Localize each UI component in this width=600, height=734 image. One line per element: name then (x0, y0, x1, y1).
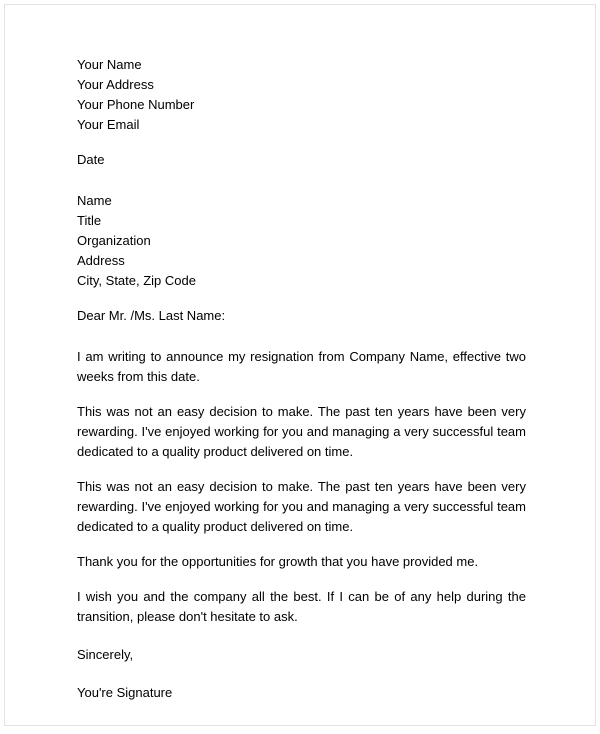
body-paragraph-3: This was not an easy decision to make. The past ten years have been very rewarding. I've enjoyed working for you and managing a very successful team dedicated to a quality product delivered on time. (77, 479, 526, 534)
sender-address-block (77, 55, 526, 135)
sender-name-line: Your Name (77, 57, 142, 72)
body-paragraph-5: I wish you and the company all the best. If I can be of any help during the transition, please don't hesitate to ask. (77, 589, 526, 624)
recipient-address-line: Address (77, 253, 125, 268)
signature-line: You're Signature (77, 685, 173, 700)
sender-email-line: Your Email (77, 117, 140, 132)
recipient-address-block (77, 191, 526, 291)
salutation-line: Dear Mr. /Ms. Last Name: (77, 308, 226, 323)
recipient-title-line: Title (77, 213, 102, 228)
date-line: Date (77, 152, 105, 167)
letter-body (77, 55, 526, 718)
body-paragraph-4: Thank you for the opportunities for growth that you have provided me. (77, 554, 479, 569)
recipient-city-state-zip-line: City, State, Zip Code (77, 273, 196, 288)
recipient-name-line: Name (77, 193, 112, 208)
document-page (4, 4, 596, 726)
body-paragraph-2: This was not an easy decision to make. The past ten years have been very rewarding. I've enjoyed working for you and managing a very successful team dedicated to a quality product delivered on time. (77, 404, 526, 459)
sender-phone-line: Your Phone Number (77, 97, 195, 112)
closing-line: Sincerely, (77, 647, 134, 662)
sender-address-line: Your Address (77, 77, 154, 92)
body-paragraph-1: I am writing to announce my resignation from Company Name, effective two weeks from this date. (77, 349, 526, 384)
recipient-organization-line: Organization (77, 233, 151, 248)
